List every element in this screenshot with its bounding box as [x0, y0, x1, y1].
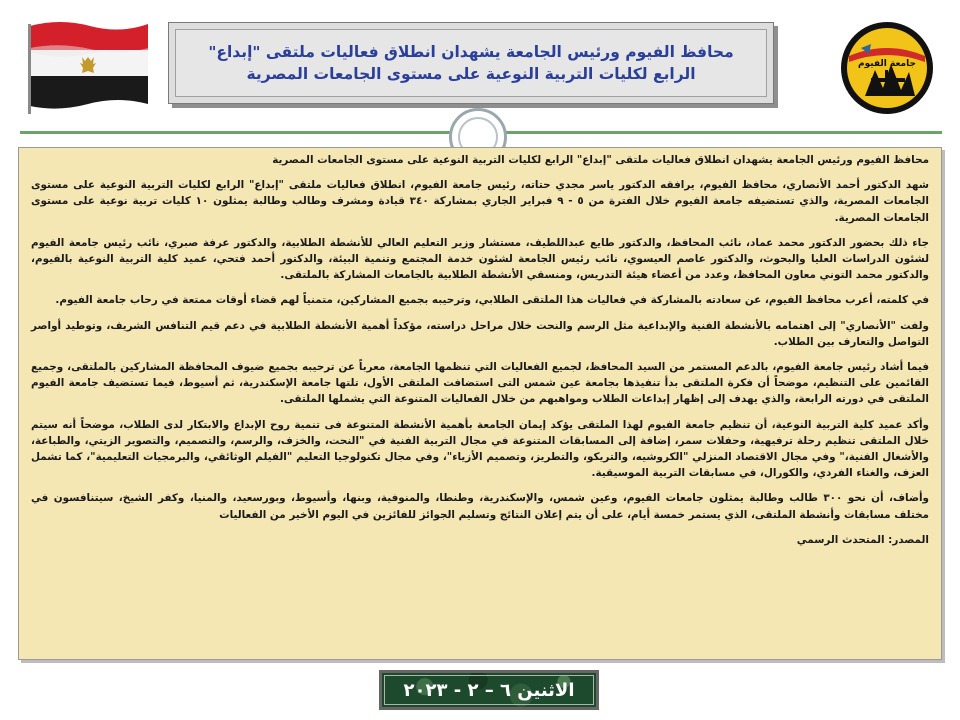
university-logo — [835, 18, 940, 118]
logo-text: جامعة الفيوم — [858, 59, 916, 69]
headline-box — [168, 22, 774, 104]
article-paragraph: جاء ذلك بحضور الدكتور محمد عماد، نائب المحافظ، والدكتور طايع عبداللطيف، مستشار وزير التعليم العالي للأنشطة الطلابية، والدكتور عرفة صبري، نائب رئيس جامعة الفيوم لشئون الدراسات العليا والبحوث، والدكتور عاصم العيسوي، نائب رئيس الجامعة لشئون خدمة المجتمع وتنمية البيئة، والدكتور أحمد فتحي، عميد كلية التربية النوعية بالفيوم، والدكتور محمد التوني معاون المحافظ، وعدد من أعضاء هيئة التدريس، ومنسقي الأنشطة الطلابية بالجامعات المشاركة بالملتقى. — [31, 236, 929, 282]
article-body — [18, 147, 942, 660]
article-source: المصدر: المتحدث الرسمي — [796, 533, 929, 546]
headline-inner-frame — [175, 29, 767, 97]
article-paragraph: شهد الدكتور أحمد الأنصاري، محافظ الفيوم، يرافقه الدكتور ياسر مجدي حتاته، رئيس جامعة الفيوم، انطلاق فعاليات ملتقى "إبداع" الرابع لكليات التربية النوعية على مستوى الجامعات المصرية، والذي تستضيفه جامعة الفيوم خلال الفترة من ٥ - ٩ فبراير الجاري بمشاركة ٣٤٠ قيادة ومشرف وطالب وطالبة يمثلون ١٠ كليات تربية نوعية على مستوى الجامعات المصرية. — [31, 179, 929, 224]
date-label: الاثنين ٦ – ٢ - ٢٠٢٣ — [403, 679, 575, 701]
headline-title: محافظ الفيوم ورئيس الجامعة يشهدان انطلاق فعاليات ملتقى "إبداع" الرابع لكليات التربية النوعية على مستوى الجامعات المصرية — [208, 43, 734, 83]
article-paragraph: في كلمته، أعرب محافظ الفيوم، عن سعادته بالمشاركة في فعاليات هذا الملتقى الطلابي، وترحيبه بجميع المشاركين، متمنياً لهم قضاء أوقات ممتعة في رحاب جامعة الفيوم. — [55, 294, 929, 307]
article-paragraph: محافظ الفيوم ورئيس الجامعة يشهدان انطلاق فعاليات ملتقى "إبداع" الرابع لكليات التربية النوعية على مستوى الجامعات المصرية — [272, 154, 929, 166]
article-paragraph: ولفت "الأنصاري" إلى اهتمامه بالأنشطة الفنية والإبداعية مثل الرسم والنحت خلال مراحل دراسته، مؤكداً أهمية الأنشطة الطلابية في دعم قيم التنافس الشريف، وتوطيد أواصر التواصل والتعارف بين الطلاب. — [31, 319, 929, 348]
article-paragraph: وأكد عميد كلية التربية النوعية، أن تنظيم جامعة الفيوم لهذا الملتقى يؤكد إيمان الجامعة بأهمية الأنشطة المتنوعة فى تنمية روح الإبداع والابتكار لدى الطلاب، موضحاً أنه سيتم خلال الملتقى تنظيم رحلة ترفيهية، وحفلات سمر، إضافة إلى المسابقات المتنوعة في مجال التربية الفنية في "النحت، والخزف، والرسم، والتصميم، والتصوير الزيتي، والطباعة، والأشغال الفنية،" وفي مجال الاقتصاد المنزلي "الكروشيه، والتريكو، والتطريز، وتصميم الأزياء"، وفي مجال تكنولوجيا التعليم "الفيلم الوثائقي، والبرمجيات التعليمية"، كما تشمل العزف، والغناء الفردي، والكورال، في مسابقات التربية الموسيقية. — [31, 418, 929, 480]
article-paragraph: وأضاف، أن نحو ٣٠٠ طالب وطالبة يمثلون جامعات الفيوم، وعين شمس، والإسكندرية، وطنطا، والمنوفية، وبنها، وأسيوط، وبورسعيد، والمنيا، وكفر الشيخ، سيتنافسون في مختلف مسابقات وأنشطة الملتقى، الذي يستمر خمسة أيام، على أن يتم إعلان النتائج وتسليم الجوائز للفائزين في اليوم الأخير من الفعاليات — [31, 492, 930, 521]
date-box — [379, 670, 599, 710]
article-paragraph: فيما أشاد رئيس جامعة الفيوم، بالدعم المستمر من السيد المحافظ، لجميع الفعاليات التي تنظمها الجامعة، معرباً عن ترحيبه بجميع ضيوف المحافظة المشاركين بالملتقى، وجميع القائمين على التنظيم، موضحاً أن فكرة الملتقى بدأ تنفيذها بجامعة عين شمس التى استضافت الملتقى الأول، تلتها جامعة الإسكندرية، ثم أسيوط، فيما تستضيف جامعة الفيوم الملتقى في دورته الرابعة، والذي يهدف إلى إظهار إبداعات الطلاب ومواهبهم من خلال الفعاليات المتنوعة التي يشملها الملتقى. — [31, 361, 929, 406]
egypt-flag-image — [24, 18, 154, 116]
